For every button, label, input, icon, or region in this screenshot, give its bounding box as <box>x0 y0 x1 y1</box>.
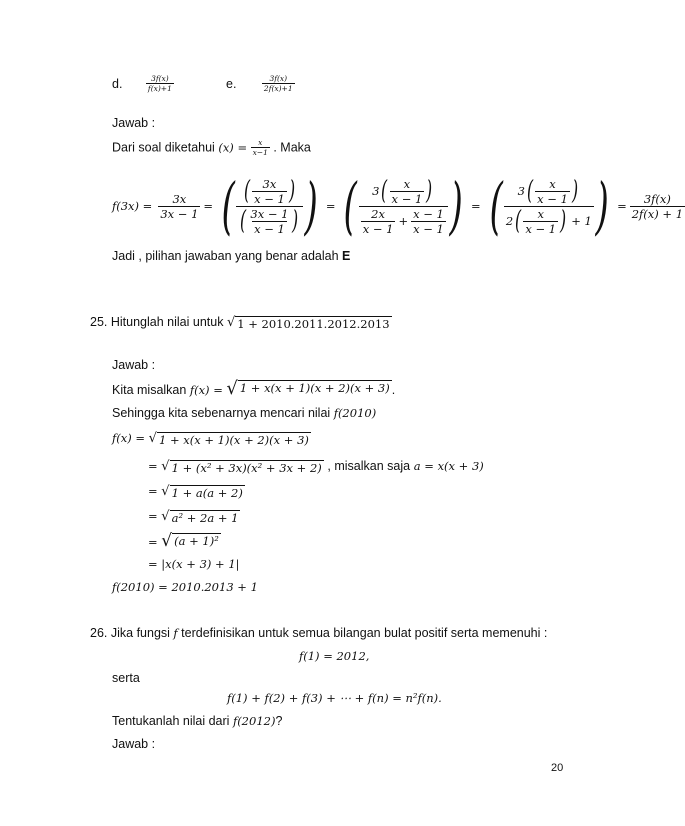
q25-step5: = |𝑥(𝑥 + 3) + 1| <box>148 557 240 571</box>
q25-step2: = √ 1 + 𝑎(𝑎 + 2) <box>148 484 243 500</box>
q26-ask: Tentukanlah nilai dari 𝑓(2012)? <box>112 714 283 728</box>
paren-close: ) <box>304 169 318 242</box>
f3x-frac-5: $\frac{\text{3𝑓(𝑥)}}{\text{2𝑓(𝑥) + 1}}$ <box>631 191 684 221</box>
option-d <box>112 74 174 93</box>
f3x-frac-1: $\frac{\text{3𝑥}}{\text{3𝑥 − 1}}$ <box>160 191 199 221</box>
f3x-frac-3: 3 ( $\frac{\text{𝑥}}{\text{𝑥 − 1}}$ ) $\frac{\text{2𝑥}}{\text{𝑥 − 1}}$ + $\frac{\text{𝑥 − 1}}{\text{𝑥 − 1}}$ <box>359 177 448 236</box>
q25-jawab: Jawab : <box>112 358 156 372</box>
page-number: 20 <box>551 762 564 774</box>
option-d-fraction: $\frac{\text{3𝑓(𝑥)}}{\text{𝑓(𝑥)+1}}$ <box>147 74 172 93</box>
q26-eq1: 𝑓(1) = 2012, <box>299 649 370 663</box>
q25-step0: 𝑓(𝑥) = √ 1 + 𝑥(𝑥 + 1)(𝑥 + 2)(𝑥 + 3) <box>112 431 309 447</box>
q25-step1: = √ 1 + (𝑥² + 3𝑥)(𝑥² + 3𝑥 + 2) , misalkan saja 𝑎 = 𝑥(𝑥 + 3) <box>148 459 484 475</box>
f3x-frac-4: 3 ( $\frac{\text{𝑥}}{\text{𝑥 − 1}}$ ) 2 ( $\frac{\text{𝑥}}{\text{𝑥 − 1}}$ ) + 1 <box>505 176 592 236</box>
option-d-label: d. <box>112 76 123 91</box>
option-e-fraction: $\frac{\text{3𝑓(𝑥)}}{\text{2𝑓(𝑥)+1}}$ <box>263 74 293 93</box>
q25-step4: = √ (𝑎 + 1)² <box>148 531 219 551</box>
option-e <box>226 74 295 93</box>
q24-answer: E <box>342 249 351 263</box>
q26-jawab: Jawab : <box>112 737 156 751</box>
q25-line2: Sehingga kita sebenarnya mencari nilai 𝑓(2010) <box>112 406 377 420</box>
q26-question: 26. Jika fungsi 𝑓 terdefinisikan untuk semua bilangan bulat positif serta memenuhi : <box>90 626 548 640</box>
q25-final: 𝑓(2010) = 2010.2013 + 1 <box>112 580 258 594</box>
q26-eq2: 𝑓(1) + 𝑓(2) + 𝑓(3) + ⋯ + 𝑓(𝑛) = 𝑛²𝑓(𝑛). <box>227 691 442 705</box>
q25-step3: = √ 𝑎² + 2𝑎 + 1 <box>148 509 239 525</box>
f3x-frac-2: ( $\frac{\text{3𝑥}}{\text{𝑥 − 1}}$ ) ( $\frac{\text{3𝑥 − 1}}{\text{𝑥 − 1}}$ ) <box>236 177 302 236</box>
f3x-derivation: 𝑓(3𝑥) = $\frac{\text{3𝑥}}{\text{3𝑥 − 1}}$ = ( ( $\frac{\text{3𝑥}}{\text{𝑥 − 1}}$ ) ( $\frac{\text{3𝑥 − 1}}{\text{𝑥 − 1}}$ ) ) = ( 3 ( $\frac{\text{𝑥}}{\text{𝑥 − 1}}$ ) $\frac{\text{2𝑥}}{\text{𝑥 − 1}}$ + $\frac{\text{𝑥 − 1}}{\text{𝑥 − 1}}$ ) = ( 3 ( $\frac{\text{𝑥}}{\text{𝑥 − 1}}$ ) 2 ( $\frac{\text{𝑥}}{\text{𝑥 − 1}}$ ) + 1 ) = $\frac{\text{3𝑓(𝑥)}}{\text{2𝑓(𝑥) + 1}}$ <box>112 169 684 242</box>
q25-sqrt: √ 1 + 2010.2011.2012.2013 <box>226 315 390 331</box>
option-e-label: e. <box>226 76 237 91</box>
given-fraction: $\frac{\text{𝑥}}{\text{𝑥−1}}$ <box>252 138 268 157</box>
q24-given-line: Dari soal diketahui (𝑥) = $\frac{\text{𝑥}}{\text{𝑥−1}}$ . Maka <box>112 138 311 157</box>
q25-line1: Kita misalkan 𝑓(𝑥) = √ 1 + 𝑥(𝑥 + 1)(𝑥 + 2)(𝑥 + 3) . <box>112 378 396 399</box>
q24-jawab: Jawab : <box>112 116 156 130</box>
q24-conclusion: Jadi , pilihan jawaban yang benar adalah E <box>112 249 351 263</box>
q25-question: 25. Hitunglah nilai untuk √ 1 + 2010.2011.2012.2013 <box>90 315 390 331</box>
paren-open: ( <box>221 169 235 242</box>
q26-serta: serta <box>112 671 140 685</box>
